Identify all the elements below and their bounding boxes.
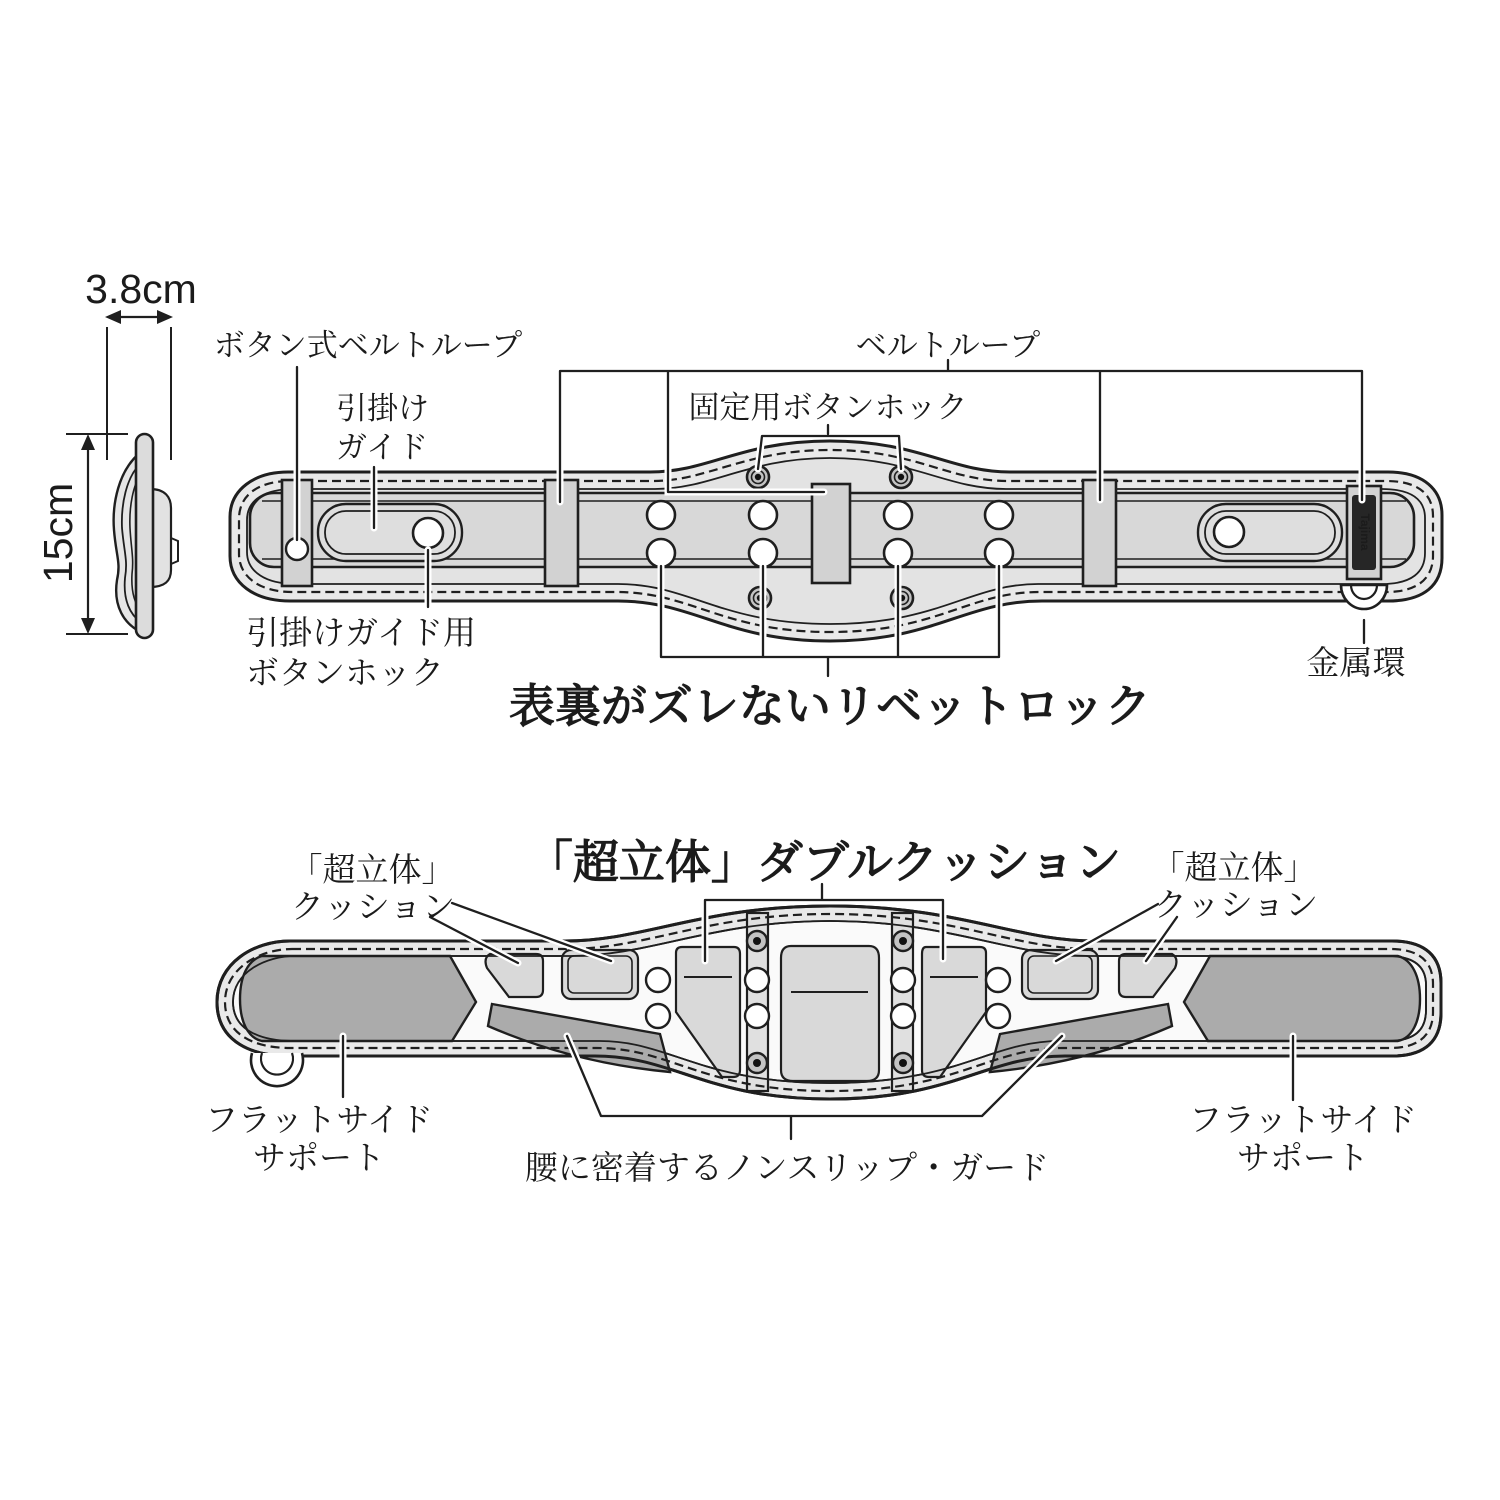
hook-guide-slot-left: [318, 504, 462, 561]
label-flat-side-right-line1: フラットサイド: [1188, 1101, 1418, 1138]
bottom-view-belt: [217, 906, 1441, 1099]
arrow-right-icon: [157, 310, 173, 324]
bottom-d-ring: [251, 1053, 303, 1086]
label-cushion-right-line1: 「超立体」: [1151, 849, 1317, 886]
hook-guide-slot-right: [1198, 504, 1342, 561]
arrow-down-icon: [81, 618, 95, 634]
label-hook-guide-line2: ガイド: [336, 430, 429, 465]
flat-side-support-left: [240, 956, 476, 1041]
label-cushion-right-line2: クッション: [1153, 886, 1319, 923]
width-dimension-label: 3.8cm: [85, 266, 197, 312]
label-hook-guide-line1: 引掛け: [336, 391, 429, 426]
flat-side-support-right: [1184, 956, 1420, 1041]
label-cushion-left-line1: 「超立体」: [289, 851, 455, 888]
label-fixing-snap: 固定用ボタンホック: [688, 390, 968, 425]
metal-d-ring: [1341, 585, 1387, 609]
label-flat-side-left-line2: サポート: [253, 1139, 385, 1176]
top-view-belt: [230, 441, 1442, 641]
label-metal-ring: 金属環: [1306, 644, 1406, 681]
caption-rivet-lock: 表裏がズレないリベットロック: [508, 680, 1152, 732]
label-flat-side-right-line2: サポート: [1237, 1139, 1369, 1176]
belt-loop-center: [812, 484, 850, 583]
label-flat-side-left-line1: フラットサイド: [204, 1101, 434, 1138]
arrow-left-icon: [105, 310, 121, 324]
height-dimension-label: 15cm: [35, 482, 81, 584]
label-button-belt-loop: ボタン式ベルトループ: [213, 328, 523, 363]
arrow-up-icon: [81, 434, 95, 450]
cushion-center: [781, 946, 879, 1081]
label-hook-guide-snap-line2: ボタンホック: [246, 654, 444, 691]
width-dimension: [85, 266, 197, 460]
label-cushion-left-line2: クッション: [290, 888, 456, 925]
guide-snap-hole: [413, 518, 443, 548]
side-profile-view: [35, 266, 197, 638]
label-nonslip-guard: 腰に密着するノンスリップ・ガード: [524, 1149, 1050, 1186]
title-double-cushion: 「超立体」ダブルクッション: [526, 836, 1122, 888]
label-hook-guide-snap-line1: 引掛けガイド用: [246, 614, 477, 651]
brand-logo: Tajima: [1357, 513, 1372, 551]
guide-snap-hole: [1214, 517, 1244, 547]
side-belt-edge: [136, 434, 153, 638]
label-belt-loop: ベルトループ: [855, 328, 1041, 363]
